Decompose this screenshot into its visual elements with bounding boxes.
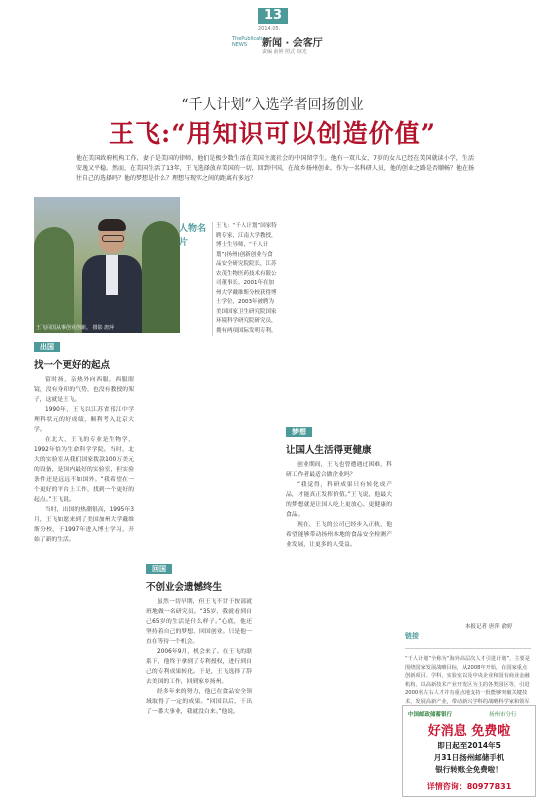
author-byline: 本报记者 唐萍 俞婷 [465,624,513,630]
section-1 [34,334,134,545]
paragraph: 创业期间，王飞也曾遭遇过困难，科研工作者最适合做企业吗？ [286,462,392,478]
bank-name: 中国邮政储蓄银行 [408,712,453,718]
section-title: 不创业会遗憾终生 [146,582,223,593]
section-tag: 梦想 [286,427,312,437]
tree-shape [34,227,74,333]
paragraph: 现在，王飞的公司已经步入正轨，他希望能够带动扬州本地的食品安全检测产业发展，让更多的人受益。 [286,522,392,548]
bank-advertisement[interactable] [402,705,536,797]
paragraph: 当时，出国的热潮很高，1995年3月，王飞如愿来到了美国加州大学戴维斯分校，于1997年进入博士学习，开始了新的生活。 [34,507,134,543]
link-text: “千人计划”全称为“海外高层次人才引进计划”，主要是围绕国家发展战略目标，从2008年开始，在国家重点创新项目、学科，实验室以及中央企业和国有商业金融机构，以高新技术产业开发区为主的各类园区等，引进2000名左右人才并有重点地支持一批能够突破关键技术，发展高新产业，带动新兴学科的战略科学家和领军 [405,656,530,705]
photo-caption: 王飞回国从事创业创新。 摄影 唐萍 [36,325,115,331]
ad-line: 月31日扬州邮储手机 [433,753,505,762]
person-hair [98,219,126,231]
link-title: 链接 [405,632,419,640]
article-headline: 王飞:“用知识可以创造价值” [109,119,436,148]
article-lead: 他在美国政府机构工作，妻子是美国的律师，他们是极少数生活在美国主流社会的中国留学生。他有一双儿女，7岁的女儿已经在美国就读小学，生活安逸又平稳。然而，在美国生活了13年，王飞选择放弃美国的一切，回到中国，在故乡扬州创业。作为一名科研人员，他的创业之路是否顺畅？他在扬往自己的选择吗？他的梦想是什么？理想与现实之间的距离有多远？ [76,155,474,182]
section-title: 找一个更好的起点 [34,360,111,371]
section-title: 让国人生活得更健康 [286,445,372,456]
ad-line: 即日起至2014年5 [437,741,501,750]
article-kicker: “千人计划”入选学者回扬创业 [181,97,364,113]
paragraph: 在北大，王飞的专业是生物学，1992年恰为生命科学学院。当时，北大的实验室从我们国家拨款100万美元的设备，是国内最好的实验室，但实验条件还是远远不如国外。“我希望在一个更好的平台上工作，找到一个更好的起点。”王飞说。 [34,437,134,503]
paragraph: 经多年来的努力，他已在食品安全领域取得了一定的成果。“回国以后，干出了一番大事业，我就没白来。”他说。 [146,689,252,715]
section-body [286,460,392,550]
profile-text: 王飞：“千人计划”国家特聘专家，江南大学教授，博士生导师，“千人计划”(扬州)创新创业与食品安全研究院院长，江苏农茂生物医药技术有限公司董事长。2001年在加州大学戴维斯分校获得博士学位，2003年被聘为美国国家卫生研究院国家环境科学研究院研究员，拥有两项国际发明专利。 [212,222,278,336]
issue-date: 2014.05. [258,26,281,32]
paragraph: 1990年，王飞以江苏省邗江中学理科状元的好成绩，顺利考入北京大学。 [34,407,134,433]
bank-branch: 扬州市分行 [489,712,517,718]
portrait-photo [34,197,180,333]
section-2 [146,556,252,717]
publication-logo: ThePublication NEWS [232,36,269,48]
section-body [146,597,252,717]
paragraph: 留时扬，亲热外向西服，西服眼镜，没有身印的气势，也没有教授的架子，这就是王飞。 [34,377,134,403]
paragraph: 虽然一切早期，但王飞不甘于按部就班地做一名研究员。“35岁，我就看到自己65岁的生活是什么样子。”心底，他还坚持着自己的梦想，回国创业。只是他一直在等待一个机会。 [146,599,252,645]
section-tag: 出国 [34,342,60,352]
ad-phone: 详情咨询：80977831 [426,782,512,791]
glasses [102,235,124,242]
tree-shape [142,221,180,333]
section-body [34,375,134,545]
ad-line: 银行转账全免费啦！ [435,765,503,774]
person-shirt [106,255,118,295]
section-title: 新闻 · 会客厅 [262,38,323,49]
section-editors: 责编 俞婷 照式 琼光 [262,49,307,55]
ad-headline: 好消息 免费啦 [427,724,511,739]
section-3 [286,419,392,550]
profile-label: 人物名片 [179,224,207,248]
paragraph: “我觉得，科研成果只有转化成产品，才能真正发挥价值。”王飞说，他最大的梦想就是让国人吃上更放心、更健康的食品。 [286,482,392,518]
section-tag: 回国 [146,564,172,574]
paragraph: 2006年9月，机会来了。在王飞的联系下，他终于拿到了专利授权，进行到自己的专利成果转化。于是，王飞选择了辞去美国的工作，回到家乡扬州。 [146,649,252,685]
page-number: 13 [258,8,288,24]
